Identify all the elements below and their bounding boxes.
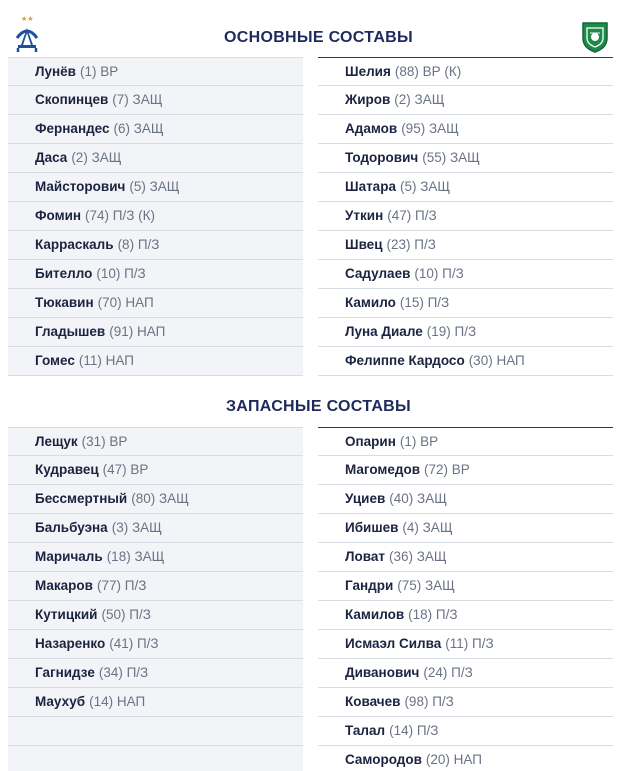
player-number-position: (7) ЗАЩ [112, 92, 163, 107]
player-number-position: (91) НАП [109, 324, 166, 339]
player-name: Фомин [35, 208, 82, 223]
player-name: Скопинцев [35, 92, 109, 107]
player-number-position: (40) ЗАЩ [389, 491, 447, 506]
player-row [8, 144, 303, 173]
player-number-position: (30) НАП [468, 353, 525, 368]
player-name: Маричаль [35, 549, 103, 564]
player-row [8, 688, 303, 717]
player-name: Даса [35, 150, 68, 165]
player-number-position: (70) НАП [97, 295, 154, 310]
player-number-position: (23) П/З [386, 237, 436, 252]
player-row [8, 514, 303, 543]
player-name: Маухуб [35, 694, 86, 709]
player-name: Ловат [345, 549, 385, 564]
player-number-position: (77) П/З [96, 578, 147, 593]
player-number-position: (98) П/З [404, 694, 454, 709]
player-row [8, 543, 303, 572]
player-row [318, 173, 613, 202]
player-name: Гомес [35, 353, 75, 368]
player-number-position: (14) П/З [389, 723, 439, 738]
player-row [318, 289, 613, 318]
player-number-position: (34) П/З [98, 665, 149, 680]
player-number-position: (6) ЗАЩ [113, 121, 164, 136]
player-row [8, 57, 303, 86]
player-row [318, 427, 613, 456]
player-row [8, 347, 303, 376]
player-row [8, 485, 303, 514]
player-name: Тюкавин [35, 295, 94, 310]
player-number-position: (1) ВР [399, 434, 439, 449]
player-number-position: (50) П/З [101, 607, 151, 622]
player-row [8, 427, 303, 456]
player-number-position: (95) ЗАЩ [401, 121, 459, 136]
player-row [8, 318, 303, 347]
player-row [318, 260, 613, 289]
player-name: Бессмертный [35, 491, 128, 506]
player-row [318, 572, 613, 601]
player-number-position: (80) ЗАЩ [131, 491, 189, 506]
player-row [318, 601, 613, 630]
player-row [318, 86, 613, 115]
player-row [318, 485, 613, 514]
player-row [318, 318, 613, 347]
player-name: Самородов [345, 752, 422, 767]
player-row [318, 717, 613, 746]
player-number-position: (36) ЗАЩ [388, 549, 447, 564]
player-name: Уткин [345, 208, 384, 223]
svg-text:★★: ★★ [21, 15, 34, 23]
main-lineups-title: ОСНОВНЫЕ СОСТАВЫ [224, 29, 413, 46]
player-row [318, 456, 613, 485]
empty-row [8, 717, 303, 746]
player-row [8, 231, 303, 260]
player-number-position: (14) НАП [89, 694, 146, 709]
player-number-position: (20) НАП [425, 752, 482, 767]
player-name: Талал [345, 723, 386, 738]
player-name: Тодорович [345, 150, 419, 165]
player-name: Опарин [345, 434, 396, 449]
player-name: Фернандес [35, 121, 110, 136]
player-name: Луна Диале [345, 324, 423, 339]
player-name: Исмаэл Силва [345, 636, 442, 651]
player-number-position: (47) ВР [102, 462, 149, 477]
player-row [318, 144, 613, 173]
player-number-position: (10) П/З [414, 266, 464, 281]
player-row [8, 572, 303, 601]
player-row [318, 688, 613, 717]
player-name: Уциев [345, 491, 386, 506]
player-number-position: (11) П/З [445, 636, 494, 651]
player-row [8, 115, 303, 144]
player-name: Магомедов [345, 462, 421, 477]
player-number-position: (47) П/З [387, 208, 437, 223]
player-row [8, 260, 303, 289]
player-name: Ибишев [345, 520, 399, 535]
player-name: Лунёв [35, 64, 76, 79]
player-row [8, 202, 303, 231]
subs-lineups-title: ЗАПАСНЫЕ СОСТАВЫ [225, 398, 411, 415]
player-row [8, 659, 303, 688]
player-number-position: (41) П/З [109, 636, 159, 651]
player-name: Карраскаль [35, 237, 114, 252]
player-row [318, 659, 613, 688]
player-row [318, 514, 613, 543]
player-row [318, 115, 613, 144]
player-row [8, 630, 303, 659]
player-name: Ковачев [345, 694, 401, 709]
player-number-position: (55) ЗАЩ [422, 150, 480, 165]
player-number-position: (74) П/З (К) [85, 208, 156, 223]
player-row [8, 456, 303, 485]
player-name: Жиров [345, 92, 391, 107]
player-number-position: (75) ЗАЩ [397, 578, 455, 593]
player-name: Камилов [345, 607, 405, 622]
player-row [318, 347, 613, 376]
away-subs-list [318, 427, 613, 771]
player-name: Шелия [345, 64, 391, 79]
player-row [318, 746, 613, 771]
player-name: Фелиппе Кардосо [345, 353, 465, 368]
player-number-position: (18) ЗАЩ [106, 549, 165, 564]
player-name: Гладышев [35, 324, 106, 339]
player-number-position: (5) ЗАЩ [129, 179, 180, 194]
player-name: Диванович [345, 665, 420, 680]
empty-row [8, 746, 303, 771]
player-name: Шатара [345, 179, 396, 194]
away-main-list [318, 57, 613, 376]
player-row [8, 601, 303, 630]
player-name: Гагнидзе [35, 665, 95, 680]
player-row [318, 57, 613, 86]
player-number-position: (10) П/З [96, 266, 146, 281]
player-row [8, 86, 303, 115]
player-name: Бителло [35, 266, 93, 281]
player-number-position: (72) ВР [424, 462, 470, 477]
player-row [318, 231, 613, 260]
player-number-position: (24) П/З [423, 665, 473, 680]
player-name: Кудравец [35, 462, 99, 477]
player-row [318, 202, 613, 231]
player-number-position: (3) ЗАЩ [111, 520, 162, 535]
player-row [318, 630, 613, 659]
player-number-position: (5) ЗАЩ [399, 179, 451, 194]
player-number-position: (8) П/З [117, 237, 160, 252]
player-number-position: (31) ВР [81, 434, 128, 449]
player-name: Гандри [345, 578, 394, 593]
player-name: Назаренко [35, 636, 106, 651]
player-number-position: (2) ЗАЩ [71, 150, 122, 165]
home-subs-list [8, 427, 303, 771]
player-name: Лещук [35, 434, 78, 449]
player-number-position: (2) ЗАЩ [394, 92, 445, 107]
player-name: Адамов [345, 121, 398, 136]
player-row [318, 543, 613, 572]
player-name: Бальбуэна [35, 520, 108, 535]
player-name: Кутицкий [35, 607, 98, 622]
player-number-position: (1) ВР [79, 64, 119, 79]
player-number-position: (15) П/З [399, 295, 450, 310]
player-number-position: (18) П/З [408, 607, 458, 622]
player-name: Майсторович [35, 179, 126, 194]
player-number-position: (4) ЗАЩ [402, 520, 453, 535]
player-number-position: (11) НАП [78, 353, 134, 368]
player-row [8, 289, 303, 318]
home-main-list [8, 57, 303, 376]
player-name: Садулаев [345, 266, 411, 281]
player-name: Швец [345, 237, 383, 252]
player-name: Камило [345, 295, 396, 310]
player-number-position: (19) П/З [426, 324, 477, 339]
player-name: Макаров [35, 578, 93, 593]
player-row [8, 173, 303, 202]
player-number-position: (88) ВР (К) [394, 64, 462, 79]
